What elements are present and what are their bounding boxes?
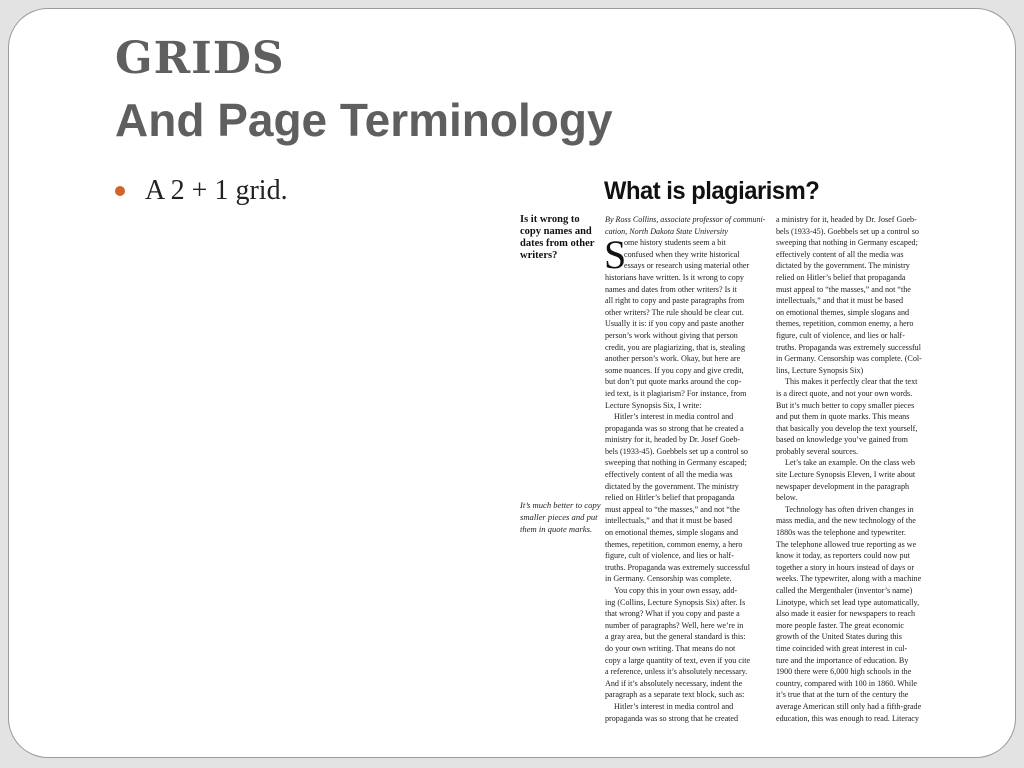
text-line: dictated by the government. The ministry <box>605 481 739 491</box>
bullet-dot-icon <box>115 186 125 196</box>
text-line: lins, Lecture Synopsis Six) <box>776 365 864 375</box>
text-line: truths. Propaganda was extremely successful <box>776 342 921 352</box>
text-line: ome history students seem a bit <box>624 238 726 248</box>
text-line: average American still only had a fifth-grade <box>776 701 922 711</box>
text-line: below. <box>776 493 798 503</box>
text-line: ministry for it, headed by Dr. Josef Goeb- <box>605 435 741 445</box>
text-line: sweeping that nothing in Germany escaped; <box>605 458 747 468</box>
text-line: country, compared with 100 in 1860. While <box>776 678 917 688</box>
text-line: ture and the importance of education. By <box>776 655 909 665</box>
text-line: bels (1933-45). Goebbels set up a control so <box>605 446 748 456</box>
text-line: probably several sources. <box>776 446 859 456</box>
text-line: sweeping that nothing in Germany escaped; <box>776 238 918 248</box>
text-line: Hitler’s interest in media control and <box>614 701 734 711</box>
drop-cap: S <box>604 232 627 277</box>
text-line: The telephone allowed true reporting as we <box>776 539 917 549</box>
text-line: on emotional themes, simple slogans and <box>605 528 739 538</box>
text-line: that wrong? What if you copy and paste a <box>605 609 740 619</box>
text-line: propaganda was so strong that he created <box>605 713 739 723</box>
text-line: relied on Hitler’s belief that propaganda <box>605 493 735 503</box>
text-line: You copy this in your own essay, add- <box>614 586 738 595</box>
text-line: is a direct quote, and not your own words. <box>776 388 913 398</box>
text-line: it’s true that at the turn of the century the <box>776 690 909 700</box>
text-line: bels (1933-45). Goebbels set up a control so <box>776 226 919 236</box>
text-line: mass media, and the new technology of the <box>776 516 916 526</box>
text-line: effectively content of all the media was <box>776 249 904 259</box>
text-line: And if it’s absolutely necessary, indent the <box>605 678 743 688</box>
text-line: This makes it perfectly clear that the text <box>785 377 918 387</box>
text-column-2 <box>776 214 938 724</box>
text-line: some nuances. If you copy and give credit, <box>605 365 744 375</box>
slide-title: GRIDS <box>115 33 285 84</box>
text-line: must appeal to “the masses,” and not “the <box>605 504 740 514</box>
text-line: truths. Propaganda was extremely successful <box>605 562 750 572</box>
text-line: do your own writing. That means do not <box>605 643 736 653</box>
text-line: essays or research using material other <box>624 261 750 271</box>
text-line: confused when they write historical <box>624 249 740 259</box>
text-line: copy a large quantity of text, even if you cite <box>605 655 751 665</box>
text-line: weeks. The typewriter, along with a machine <box>776 574 922 584</box>
bullet-item <box>121 175 288 207</box>
text-line: more people faster. The great economic <box>776 620 904 630</box>
text-line: By Ross Collins, associate professor of communi- <box>605 215 766 224</box>
text-line: must appeal to “the masses,” and not “the <box>776 284 911 294</box>
text-line: education, this was enough to read. Literacy <box>776 713 919 723</box>
text-line: together a story in hours instead of days or <box>776 562 915 572</box>
text-line: another person’s work. Okay, but here are <box>605 354 741 364</box>
text-line: Lecture Synopsis Six, I write: <box>605 400 702 410</box>
text-line: propaganda was so strong that he created a <box>605 423 744 433</box>
text-line: effectively content of all the media was <box>605 470 733 480</box>
text-line: that basically you develop the text yourself, <box>776 423 918 433</box>
text-line: credit, you are plagiarizing, that is, stealing <box>605 342 746 352</box>
text-line: growth of the United States during this <box>776 632 902 642</box>
text-line: person’s work without giving that person <box>605 330 738 340</box>
text-line: know it today, as reporters could now put <box>776 551 910 561</box>
text-line: Linotype, which set lead type automatically, <box>776 597 920 607</box>
text-column-1 <box>605 214 767 724</box>
text-line: figure, cult of violence, and lies or half- <box>605 551 734 561</box>
text-line: intellectuals,” and that it must be based <box>605 516 732 526</box>
text-line: names and dates from other writers? Is it <box>605 284 737 294</box>
text-line: paragraph as a separate text block, such as: <box>605 690 745 700</box>
document-headline: What is plagiarism? <box>604 177 820 205</box>
text-line: all right to copy and paste paragraphs from <box>605 296 745 306</box>
text-line: 1880s was the telephone and typewriter. <box>776 528 906 538</box>
text-line: ing (Collins, Lecture Synopsis Six) after. Is <box>605 597 746 607</box>
text-line: dictated by the government. The ministry <box>776 261 910 271</box>
text-line: themes, repetition, common enemy, a hero <box>776 319 914 329</box>
text-line: a gray area, but the general standard is this: <box>605 632 746 642</box>
text-line: Technology has often driven changes in <box>785 504 914 514</box>
text-line: on emotional themes, simple slogans and <box>776 307 910 317</box>
text-line: based on knowledge you’ve gained from <box>776 435 908 445</box>
text-line: 1900 there were 6,000 high schools in the <box>776 667 912 677</box>
text-line: in Germany. Censorship was complete. (Col- <box>776 354 922 364</box>
text-line: number of paragraphs? Well, here we’re in <box>605 620 744 630</box>
text-line: newspaper development in the paragraph <box>776 481 910 491</box>
text-line: other writers? The rule should be clear cut. <box>605 307 744 317</box>
text-line: Usually it is: if you copy and paste another <box>605 319 744 329</box>
text-line: in Germany. Censorship was complete. <box>605 574 732 584</box>
text-line: intellectuals,” and that it must be based <box>776 296 903 306</box>
text-line: a reference, unless it’s absolutely necessary. <box>605 667 748 677</box>
sidebar-note: It’s much better to copy smaller pieces and put them in quote marks. <box>520 500 601 534</box>
text-line: a ministry for it, headed by Dr. Josef Goeb- <box>776 215 917 224</box>
text-line: Hitler’s interest in media control and <box>614 412 734 422</box>
text-line: themes, repetition, common enemy, a hero <box>605 539 743 549</box>
text-line: Let’s take an example. On the class web <box>785 458 915 468</box>
text-line: cation, North Dakota State University <box>605 226 728 236</box>
bullet-text: A 2 + 1 grid. <box>145 175 288 206</box>
text-line: But it’s much better to copy smaller pieces <box>776 400 915 410</box>
slide-subtitle: And Page Terminology <box>115 94 613 146</box>
text-line: also made it easier for newspapers to reach <box>776 609 916 619</box>
text-line: ied text, is it plagiarism? For instance, from <box>605 388 747 398</box>
text-line: historians have written. Is it wrong to copy <box>605 272 744 282</box>
text-line: relied on Hitler’s belief that propaganda <box>776 272 906 282</box>
text-line: time coincided with great interest in cul- <box>776 643 908 653</box>
text-line: but don’t put quote marks around the cop- <box>605 377 742 387</box>
text-line: and put them in quote marks. This means <box>776 412 910 422</box>
text-line: figure, cult of violence, and lies or half- <box>776 330 905 340</box>
text-line: site Lecture Synopsis Eleven, I write about <box>776 470 916 480</box>
sidebar-question: Is it wrong to copy names and dates from other writers? <box>520 214 595 261</box>
text-line: called the Mergenthaler (inventor’s name) <box>776 586 913 595</box>
slide <box>8 8 1016 758</box>
